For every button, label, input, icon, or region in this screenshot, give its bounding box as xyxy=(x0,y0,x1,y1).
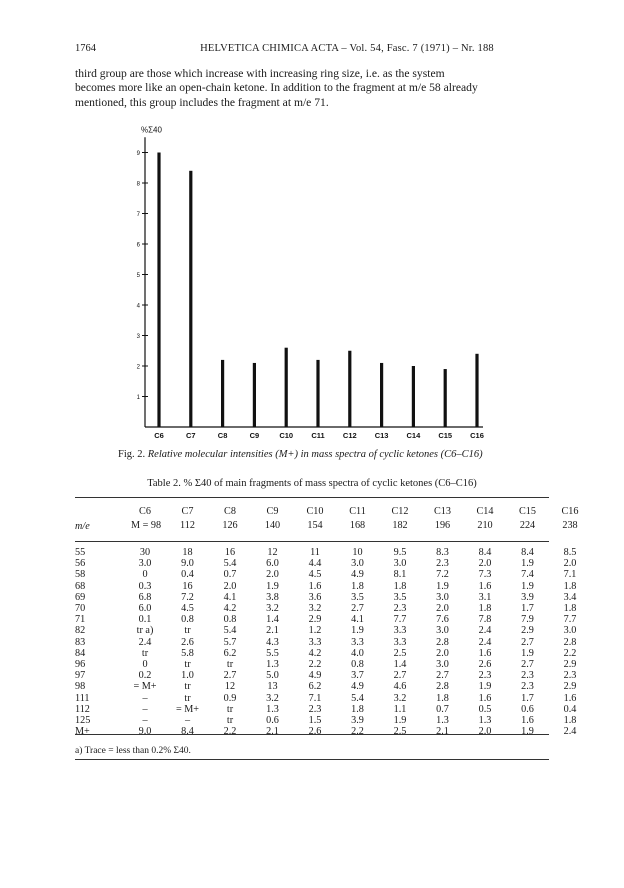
table-cell: 13 xyxy=(267,681,278,693)
table-cell: 3.9 xyxy=(521,591,534,603)
table-cell: 3.3 xyxy=(393,636,407,648)
table-cell: 0.4 xyxy=(563,703,577,715)
table-cell: 3.6 xyxy=(308,591,322,603)
table-cell: 2.4 xyxy=(563,726,577,738)
table-cell: 0.5 xyxy=(478,703,492,715)
table-cell: 4.0 xyxy=(351,647,364,659)
table-cell: 0 xyxy=(142,569,148,581)
column-mass: 196 xyxy=(434,520,451,531)
x-tick-label: C12 xyxy=(342,431,357,440)
y-tick-label: 5 xyxy=(136,273,140,279)
table-cell: 2.3 xyxy=(521,681,534,693)
table-cell: 1.9 xyxy=(393,715,407,726)
column-mass: 126 xyxy=(222,520,238,531)
table-cell: – xyxy=(142,715,148,726)
table-cell: 1.8 xyxy=(478,603,492,614)
table-cell: 6.0 xyxy=(138,603,152,614)
table-cell: 2.1 xyxy=(436,726,449,738)
y-tick-label: 9 xyxy=(136,151,140,157)
table-cell: 7.2 xyxy=(436,569,449,581)
table-cell: 1.8 xyxy=(436,692,449,704)
table-cell: 2.9 xyxy=(521,625,534,637)
table-cell: 9.0 xyxy=(181,558,194,570)
table-cell: 0.4 xyxy=(181,569,194,581)
table-cell: 8.4 xyxy=(181,726,194,738)
table-cell: 1.5 xyxy=(308,715,322,726)
column-mass: 238 xyxy=(562,520,578,531)
bar xyxy=(253,363,256,427)
bar xyxy=(316,360,319,427)
table-cell: 2.7 xyxy=(351,603,364,614)
figure-label: Fig. 2. xyxy=(118,449,146,460)
row-label: 70 xyxy=(75,603,86,614)
column-label: C8 xyxy=(224,506,236,517)
table-cell: 7.6 xyxy=(436,614,449,626)
table-cell: 0.6 xyxy=(521,703,534,715)
table-cell: 3.3 xyxy=(308,636,322,648)
table-cell: 16 xyxy=(182,580,193,592)
table-cell: 2.2 xyxy=(308,659,322,670)
table-cell: 3.0 xyxy=(138,558,152,570)
table-cell: 2.4 xyxy=(478,625,492,637)
table-cell: 2.4 xyxy=(478,636,492,648)
table-cell: 1.3 xyxy=(266,703,279,715)
table-cell: 1.2 xyxy=(308,625,322,637)
table-cell: 4.4 xyxy=(308,558,322,570)
table-cell: 2.2 xyxy=(223,726,237,738)
table-cell: 1.6 xyxy=(478,647,492,659)
column-mass: 154 xyxy=(307,520,323,531)
table-cell: 12 xyxy=(267,547,278,558)
table-cell: 3.0 xyxy=(436,659,449,670)
table-cell: tr xyxy=(226,659,234,670)
table-cell: 1.8 xyxy=(563,715,577,726)
table-cell: 2.9 xyxy=(563,659,577,670)
x-tick-label: C6 xyxy=(154,431,164,440)
x-tick-label: C16 xyxy=(470,431,484,440)
row-label: 111 xyxy=(75,692,90,704)
table-cell: 4.5 xyxy=(181,603,194,614)
table-cell: 16 xyxy=(224,547,236,558)
table-cell: 1.6 xyxy=(478,580,492,592)
table-caption: Table 2. % Σ40 of main fragments of mass spectra of cyclic ketones (C6–C16) xyxy=(147,478,477,489)
table-cell: 4.2 xyxy=(223,603,237,614)
table-cell: tr xyxy=(226,715,234,726)
table-cell: 2.0 xyxy=(478,558,492,570)
x-tick-label: C8 xyxy=(217,431,228,440)
table-cell: 2.1 xyxy=(266,726,279,738)
table-cell: 2.3 xyxy=(521,670,534,682)
table-cell: 2.7 xyxy=(223,670,237,682)
table-cell: 3.3 xyxy=(393,625,407,637)
column-label: C14 xyxy=(476,506,494,517)
table-cell: 9.0 xyxy=(138,726,152,738)
column-label: C15 xyxy=(519,506,536,517)
table-cell: 1.8 xyxy=(393,580,407,592)
row-label: 69 xyxy=(75,591,86,603)
bar xyxy=(348,351,351,427)
table-cell: 4.6 xyxy=(393,681,407,693)
row-label: 68 xyxy=(75,580,86,592)
table-cell: 8.4 xyxy=(478,547,492,558)
table-cell: 1.9 xyxy=(436,580,449,592)
table-cell: 4.9 xyxy=(351,569,364,581)
table-cell: 2.3 xyxy=(478,670,492,682)
table-cell: 4.2 xyxy=(308,647,322,659)
table-cell: 6.2 xyxy=(223,647,237,659)
figure-caption-text: Relative molecular intensities (M+) in mass spectra of cyclic ketones (C6–C16) xyxy=(147,449,483,460)
paragraph-line: mentioned, this group includes the fragment at m/e 71. xyxy=(75,95,329,109)
table-cell: 2.7 xyxy=(436,670,449,682)
table-cell: 0.7 xyxy=(436,703,449,715)
table-cell: 30 xyxy=(139,547,151,558)
bar xyxy=(412,366,415,427)
table-cell: – xyxy=(142,703,148,715)
table-cell: 2.6 xyxy=(308,726,322,738)
table-cell: tr xyxy=(184,692,191,704)
column-label: C11 xyxy=(349,506,366,517)
x-tick-label: C7 xyxy=(186,431,196,440)
table-cell: 1.6 xyxy=(521,715,534,726)
table-cell: 2.8 xyxy=(436,636,449,648)
column-mass: 224 xyxy=(519,520,536,531)
table-cell: 2.3 xyxy=(308,703,322,715)
table-cell: 8.1 xyxy=(393,569,407,581)
table-cell: 1.7 xyxy=(521,603,534,614)
table-cell: 1.9 xyxy=(521,558,534,570)
table-cell: 8.5 xyxy=(563,547,577,558)
table-cell: 7.1 xyxy=(308,692,322,704)
table-cell: 6.0 xyxy=(266,558,279,570)
table-footnote: a) Trace = less than 0.2% Σ40. xyxy=(75,746,191,756)
column-label: C12 xyxy=(391,506,409,517)
table-cell: 2.0 xyxy=(436,603,449,614)
paragraph-line: becomes more like an open-chain ketone. In addition to the fragment at m/e 58 already xyxy=(75,81,478,95)
table-top-rule xyxy=(75,497,549,498)
table-cell: 5.4 xyxy=(351,692,364,704)
table-cell: 6.8 xyxy=(138,591,152,603)
table-cell: 2.9 xyxy=(563,681,577,693)
x-tick-label: C11 xyxy=(311,431,325,440)
table-cell: 3.5 xyxy=(393,591,407,603)
table-cell: 1.8 xyxy=(563,603,577,614)
table-cell: 2.1 xyxy=(266,625,279,637)
table-cell: 2.0 xyxy=(478,726,492,738)
table-cell: 4.9 xyxy=(308,670,322,682)
table-cell: 1.6 xyxy=(478,692,492,704)
column-mass: 168 xyxy=(349,520,366,531)
table-cell: 1.9 xyxy=(266,580,279,592)
table-cell: 3.7 xyxy=(351,670,364,682)
y-tick-label: 6 xyxy=(136,242,140,249)
table-cell: 7.7 xyxy=(563,614,577,626)
table-cell: 1.3 xyxy=(436,715,449,726)
table-cell: 2.7 xyxy=(521,659,534,670)
bar xyxy=(189,171,192,427)
column-mass: 112 xyxy=(180,520,195,531)
table-cell: tr xyxy=(184,659,191,670)
row-label: 58 xyxy=(75,569,86,581)
column-mass: M = 98 xyxy=(131,520,162,531)
table-cell: 2.9 xyxy=(308,614,322,626)
table-header-rule xyxy=(75,541,549,542)
table-cell: 4.5 xyxy=(308,569,322,581)
table-cell: 2.3 xyxy=(563,670,577,682)
table-cell: 5.8 xyxy=(181,647,194,659)
table-cell: 9.5 xyxy=(393,547,407,558)
row-label: 56 xyxy=(75,558,86,570)
table-cell: – xyxy=(142,692,148,704)
table-cell: 7.8 xyxy=(478,614,492,626)
table-cell: 2.5 xyxy=(393,726,407,738)
row-label: 125 xyxy=(75,715,91,726)
column-label: C10 xyxy=(306,506,324,517)
table-cell: 1.8 xyxy=(563,580,577,592)
y-tick-label: 8 xyxy=(136,181,140,188)
bar xyxy=(285,348,288,427)
table-cell: 2.3 xyxy=(393,603,407,614)
table-cell: 5.4 xyxy=(223,558,237,570)
column-mass: 210 xyxy=(477,520,493,531)
table-cell: 3.8 xyxy=(266,591,279,603)
table-cell: 3.2 xyxy=(308,603,322,614)
x-tick-label: C9 xyxy=(249,431,260,440)
table-cell: 2.0 xyxy=(266,569,279,581)
table-cell: tr xyxy=(184,625,191,637)
row-label: 112 xyxy=(75,703,90,715)
running-head: HELVETICA CHIMICA ACTA – Vol. 54, Fasc. 7 (1971) – Nr. 188 xyxy=(200,43,494,54)
table-cell: 5.7 xyxy=(223,636,237,648)
table-cell: 3.5 xyxy=(351,591,364,603)
table-cell: 3.4 xyxy=(563,591,577,603)
table-cell: 3.0 xyxy=(393,558,407,570)
table-cell: tr xyxy=(226,703,234,715)
table-cell: 0.8 xyxy=(351,659,364,670)
row-label: 82 xyxy=(75,625,86,637)
table-cell: 4.1 xyxy=(351,614,364,626)
table-cell: 1.6 xyxy=(308,580,322,592)
table-cell: 0.1 xyxy=(138,614,152,626)
row-header: m/e xyxy=(75,521,90,532)
table-cell: 0.2 xyxy=(138,670,152,682)
table-cell: 2.8 xyxy=(436,681,449,693)
table-cell: 3.3 xyxy=(351,636,364,648)
x-tick-label: C10 xyxy=(279,431,294,440)
table-cell: 10 xyxy=(352,547,363,558)
column-label: C6 xyxy=(139,506,151,517)
table-cell: 18 xyxy=(182,547,193,558)
table-cell: 7.1 xyxy=(563,569,577,581)
paragraph-line: third group are those which increase with increasing ring size, i.e. as the system xyxy=(75,67,445,80)
table-cell: 1.9 xyxy=(521,580,534,592)
table-cell: 2.6 xyxy=(478,659,492,670)
table-cell: 3.2 xyxy=(266,692,279,704)
table-cell: 3.0 xyxy=(351,558,364,570)
table-cell: 4.9 xyxy=(351,681,364,693)
table-cell: 2.2 xyxy=(563,647,577,659)
table-cell: 3.0 xyxy=(563,625,577,637)
table-cell: 3.0 xyxy=(436,591,449,603)
page-number: 1764 xyxy=(75,43,96,54)
table-cell: tr xyxy=(141,647,149,659)
table-cell: 2.0 xyxy=(223,580,237,592)
table-cell: 1.8 xyxy=(351,703,364,715)
row-label: 55 xyxy=(75,547,86,558)
column-label: C7 xyxy=(181,506,194,517)
table-cell: 2.5 xyxy=(393,647,407,659)
table-cell: 7.7 xyxy=(393,614,407,626)
row-label: 97 xyxy=(75,670,86,682)
table-cell: 8.4 xyxy=(521,547,534,558)
table-cell: 0.3 xyxy=(138,580,152,592)
y-axis-label: %Σ40 xyxy=(141,125,162,135)
column-label: C16 xyxy=(561,506,579,517)
row-label: 83 xyxy=(75,636,86,648)
table-cell: 1.4 xyxy=(266,614,279,626)
bar xyxy=(475,354,478,427)
footnote-rule xyxy=(75,759,549,760)
bar xyxy=(157,153,160,428)
table-cell: 1.3 xyxy=(478,715,492,726)
table-cell: 0.8 xyxy=(223,614,237,626)
table-cell: 2.0 xyxy=(436,647,449,659)
table-cell: 1.7 xyxy=(521,692,534,704)
table-cell: 2.6 xyxy=(181,636,194,648)
table-cell: 1.4 xyxy=(393,659,407,670)
table-cell: 1.3 xyxy=(266,659,279,670)
y-tick-label: 4 xyxy=(136,303,140,310)
table-cell: 1.6 xyxy=(563,692,577,704)
table-cell: 2.0 xyxy=(563,558,577,570)
column-label: C9 xyxy=(266,506,279,517)
table-cell: 1.8 xyxy=(351,580,364,592)
row-label: 96 xyxy=(75,659,86,670)
x-tick-label: C15 xyxy=(438,431,453,440)
table-cell: tr a) xyxy=(136,625,154,637)
table-cell: 1.9 xyxy=(478,681,492,693)
table-cell: 7.3 xyxy=(478,569,492,581)
figure-caption xyxy=(118,449,558,460)
table-cell: 2.2 xyxy=(351,726,364,738)
row-label: M+ xyxy=(75,726,90,738)
table-cell: 3.1 xyxy=(478,591,492,603)
table-cell: 0 xyxy=(142,659,148,670)
table-cell: 12 xyxy=(224,681,236,693)
table-cell: 5.0 xyxy=(266,670,279,682)
table-cell: 3.2 xyxy=(393,692,407,704)
column-mass: 182 xyxy=(392,520,408,531)
row-label: 84 xyxy=(75,647,86,659)
table-cell: 2.7 xyxy=(393,670,407,682)
y-tick-label: 7 xyxy=(136,212,140,218)
table-cell: 5.5 xyxy=(266,647,279,659)
table-cell: 0.7 xyxy=(223,569,237,581)
table-cell: 2.3 xyxy=(436,558,449,570)
bar xyxy=(444,369,447,427)
table-cell: 3.0 xyxy=(436,625,449,637)
y-tick-label: 1 xyxy=(136,395,140,401)
table-cell: 2.7 xyxy=(521,636,534,648)
table-cell: 6.2 xyxy=(308,681,322,693)
bar xyxy=(380,363,383,427)
table-cell: 7.9 xyxy=(521,614,534,626)
table-cell: = M+ xyxy=(133,681,157,693)
table-cell: 0.9 xyxy=(223,692,237,704)
table-cell: 4.3 xyxy=(266,636,279,648)
table-cell: 3.2 xyxy=(266,603,279,614)
table-cell: = M+ xyxy=(175,703,200,715)
table-cell: 1.1 xyxy=(393,703,407,715)
y-tick-label: 3 xyxy=(136,334,140,340)
table-cell: 11 xyxy=(310,547,320,558)
table-cell: 2.8 xyxy=(563,636,577,648)
table-cell: 5.4 xyxy=(223,625,237,637)
column-mass: 140 xyxy=(264,520,281,531)
table-cell: 8.3 xyxy=(436,547,449,558)
table-cell: 3.9 xyxy=(351,715,364,726)
table-cell: 1.9 xyxy=(521,647,534,659)
table-cell: 7.2 xyxy=(181,591,194,603)
row-label: 71 xyxy=(75,614,86,626)
bar xyxy=(221,360,224,427)
table-cell: 0.6 xyxy=(266,715,279,726)
table-cell: 0.8 xyxy=(181,614,194,626)
table-cell: 1.0 xyxy=(181,670,194,682)
row-label: 98 xyxy=(75,681,86,693)
column-label: C13 xyxy=(434,506,451,517)
y-tick-label: 2 xyxy=(136,364,140,371)
table-cell: 1.9 xyxy=(521,726,534,738)
table-cell: – xyxy=(184,715,191,726)
table-cell: 7.4 xyxy=(521,569,534,581)
table-cell: tr xyxy=(184,681,191,693)
table-cell: 2.4 xyxy=(138,636,152,648)
table-cell: 4.1 xyxy=(223,591,237,603)
x-tick-label: C13 xyxy=(374,431,389,440)
table-cell: 1.9 xyxy=(351,625,364,637)
x-tick-label: C14 xyxy=(406,431,421,440)
